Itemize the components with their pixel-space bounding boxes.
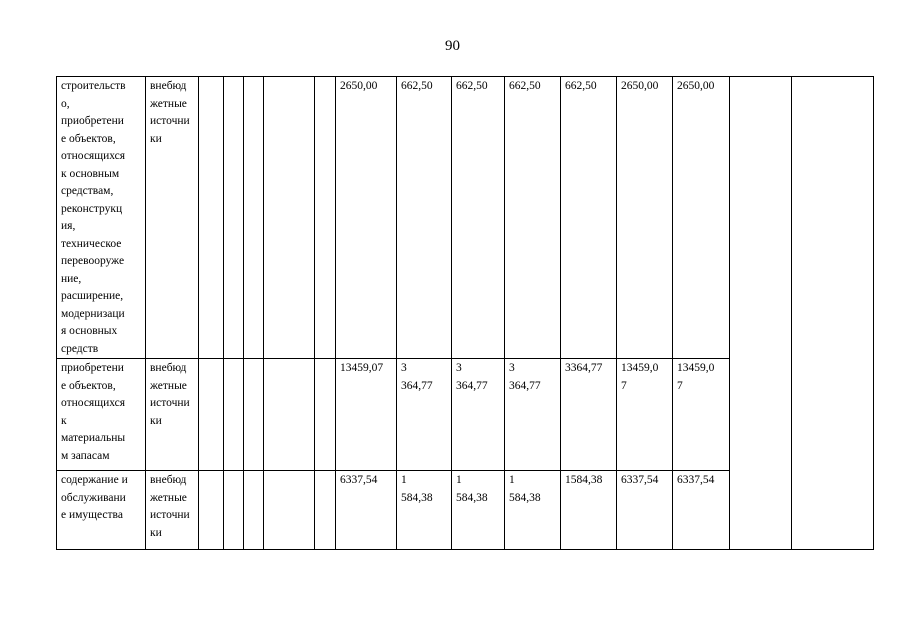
- empty-cell: [244, 77, 264, 359]
- empty-cell: [199, 471, 224, 550]
- empty-cell: [315, 77, 336, 359]
- total-value-cell: 13459,0 7: [617, 359, 673, 471]
- page-number: 90: [445, 38, 460, 54]
- empty-cell: [244, 359, 264, 471]
- year-value-cell: 662,50: [397, 77, 452, 359]
- year-value-cell: 1 584,38: [452, 471, 505, 550]
- empty-cell: [264, 77, 315, 359]
- total-value-cell: 13459,07: [336, 359, 397, 471]
- year-value-cell: 3 364,77: [452, 359, 505, 471]
- empty-cell: [315, 471, 336, 550]
- empty-cell: [199, 77, 224, 359]
- expense-name-cell: строительств о, приобретени е объектов, относящихся к основным средствам, реконструкц ия, техническое перевооруже ние, расширение, модернизаци я основных средств: [57, 77, 146, 359]
- empty-cell: [224, 359, 244, 471]
- total-value-cell: 6337,54: [673, 471, 730, 550]
- empty-cell: [264, 359, 315, 471]
- year-value-cell: 1 584,38: [505, 471, 561, 550]
- expense-name-cell: содержание и обслуживани е имущества: [57, 471, 146, 550]
- empty-cell: [224, 77, 244, 359]
- table-row: [57, 77, 874, 359]
- total-value-cell: 2650,00: [617, 77, 673, 359]
- empty-cell: [199, 359, 224, 471]
- year-value-cell: 662,50: [505, 77, 561, 359]
- budget-table: [56, 76, 874, 550]
- total-value-cell: 2650,00: [673, 77, 730, 359]
- total-value-cell: 6337,54: [336, 471, 397, 550]
- empty-cell: [264, 471, 315, 550]
- year-value-cell: 3 364,77: [505, 359, 561, 471]
- empty-cell: [224, 471, 244, 550]
- empty-cell: [792, 77, 874, 550]
- year-value-cell: 1584,38: [561, 471, 617, 550]
- expense-name-cell: приобретени е объектов, относящихся к материальны м запасам: [57, 359, 146, 471]
- funding-source-cell: внебюд жетные источни ки: [146, 471, 199, 550]
- funding-source-cell: внебюд жетные источни ки: [146, 359, 199, 471]
- year-value-cell: 3364,77: [561, 359, 617, 471]
- total-value-cell: 13459,0 7: [673, 359, 730, 471]
- year-value-cell: 3 364,77: [397, 359, 452, 471]
- empty-cell: [730, 77, 792, 550]
- year-value-cell: 662,50: [561, 77, 617, 359]
- empty-cell: [244, 471, 264, 550]
- empty-cell: [315, 359, 336, 471]
- total-value-cell: 2650,00: [336, 77, 397, 359]
- funding-source-cell: внебюд жетные источни ки: [146, 77, 199, 359]
- year-value-cell: 1 584,38: [397, 471, 452, 550]
- total-value-cell: 6337,54: [617, 471, 673, 550]
- year-value-cell: 662,50: [452, 77, 505, 359]
